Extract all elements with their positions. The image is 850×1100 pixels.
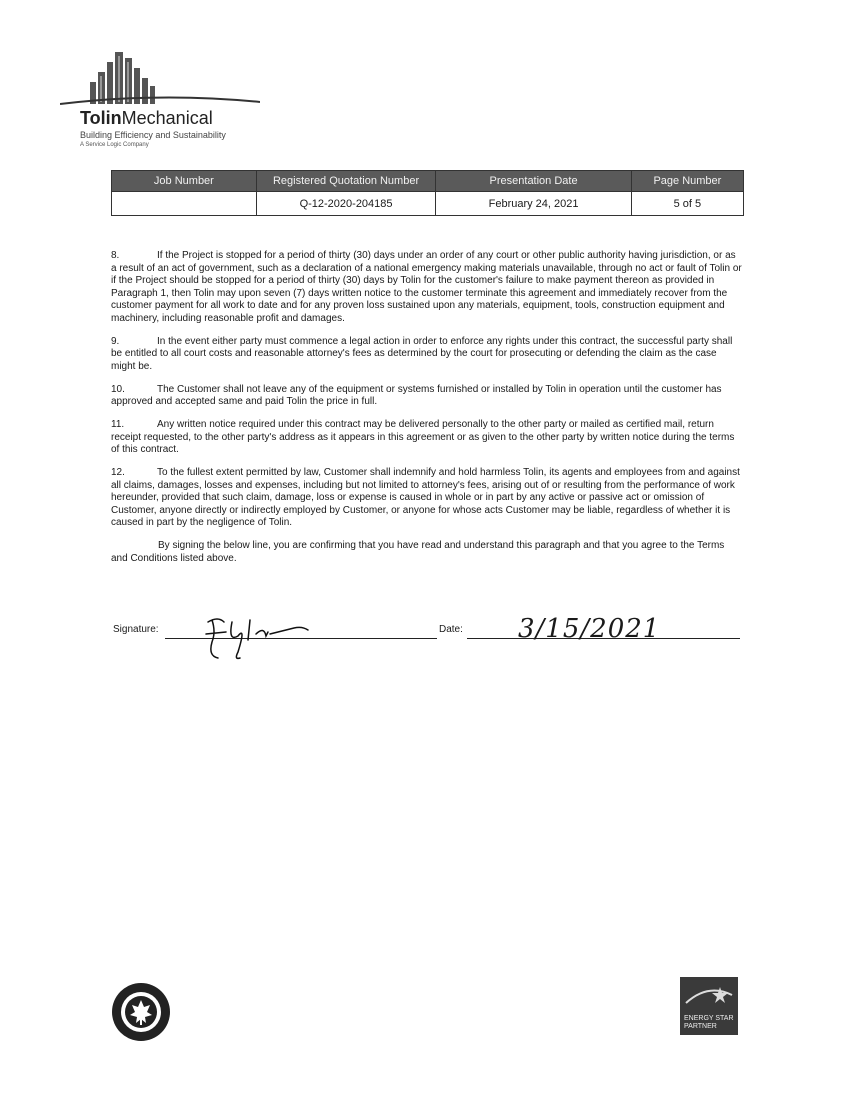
company-brand — [80, 108, 280, 148]
terms-body — [111, 250, 743, 576]
confirmation-statement: By signing the below line, you are confirming that you have read and understand this paragraph and that you agree to the Terms and Conditions listed above. — [111, 540, 725, 564]
page-number-cell: 5 of 5 — [631, 192, 743, 216]
paragraph-number: 8. — [111, 250, 120, 261]
presentation-date-cell: February 24, 2021 — [436, 192, 631, 216]
green-building-council-seal-icon — [110, 981, 172, 1043]
quotation-number-cell: Q-12-2020-204185 — [256, 192, 436, 216]
term-paragraph-12 — [111, 467, 743, 530]
paragraph-number: 12. — [111, 467, 125, 478]
paragraph-number: 10. — [111, 383, 125, 395]
column-header-page-number: Page Number — [631, 171, 743, 192]
usgbc-member-badge — [110, 981, 172, 1048]
paragraph-text: To the fullest extent permitted by law, Customer shall indemnify and hold harmless Tolin, its agents and employees from and against all claims, damages, losses and expenses, including but not limited to attorney's fees, arising out of or resulting from the performance of work hereunder, provided that such claim, damage, loss or expense is caused in whole or in part by any active or passive act or omission of Customer, anyone directly or indirectly employed by Customer, or anyone for whose acts Customer may be liable, regardless of whether it is caused in part by the negligence of Tolin. — [111, 467, 740, 528]
table-row — [112, 192, 744, 216]
date-label: Date: — [439, 624, 463, 635]
term-paragraph-9 — [111, 336, 743, 374]
handwritten-date: 3/15/2021 — [518, 614, 661, 644]
column-header-job-number: Job Number — [112, 171, 257, 192]
paragraph-text: In the event either party must commence a legal action in order to enforce any rights under this contract, the successful party shall be entitled to all court costs and reasonable attorney's fees as determined by the court for prosecuting or defending the claim as the case might be. — [111, 335, 733, 372]
energy-star-label: ENERGY STAR PARTNER — [684, 1015, 734, 1030]
signature-label: Signature: — [113, 624, 159, 635]
paragraph-text: The Customer shall not leave any of the equipment or systems furnished or installed by Tolin in operation until the customer has approved and accepted same and paid Tolin the price in full. — [111, 383, 722, 407]
column-header-quotation-number: Registered Quotation Number — [256, 171, 436, 192]
company-tagline: Building Efficiency and Sustainability — [80, 130, 226, 140]
company-subtag: A Service Logic Company — [80, 142, 149, 148]
term-paragraph-11 — [111, 419, 743, 457]
table-header-row — [112, 171, 744, 192]
term-paragraph-8 — [111, 250, 743, 325]
quote-info-table — [111, 170, 744, 216]
paragraph-text: Any written notice required under this contract may be delivered personally to the other party or mailed as certified mail, return receipt requested, to the other party's address as it appears in this agreement or as given to the other party by written notice during the terms of this contract. — [111, 419, 735, 455]
signature-row — [113, 614, 743, 668]
column-header-presentation-date: Presentation Date — [436, 171, 631, 192]
paragraph-number: 9. — [111, 335, 120, 347]
paragraph-text: If the Project is stopped for a period of thirty (30) days under an order of any court or other public authority having jurisdiction, or as a result of an act of government, such as a declaration of a national emergency making materials unavailable, through no act or fault of Tolin or if the Project should be stopped for a period of thirty (30) days by Tolin for the customer's failure to make payment thereon as provided in Paragraph 1, then Tolin may upon seven (7) days written notice to the customer terminate this agreement and immediately recover from the customer payment for all work to date and for any proven loss sustained upon any materials, equipment, tools, construction equipment and machinery, including reasonable profit and damages. — [111, 250, 742, 324]
paragraph-number: 11. — [111, 419, 125, 430]
energy-star-partner-badge — [680, 977, 738, 1035]
city-skyline-icon — [60, 44, 260, 114]
company-name: TolinMechanical — [80, 108, 213, 128]
job-number-cell — [112, 192, 257, 216]
handwritten-signature — [198, 612, 318, 662]
term-paragraph-10 — [111, 384, 743, 409]
